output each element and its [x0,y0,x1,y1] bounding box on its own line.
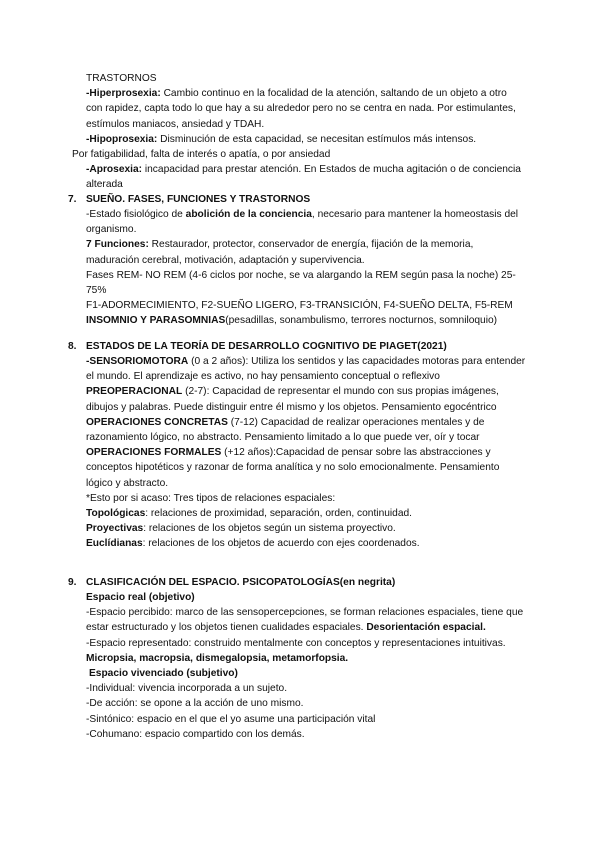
section-7-body [86,207,526,329]
individual-line: -Individual: vivencia incorporada a un sujeto. [86,683,288,695]
proyectivas-label: Proyectivas [86,523,144,535]
hiperprosexia-paragraph [86,86,526,132]
hipoprosexia-paragraph [86,132,526,147]
cohumano-line: -Cohumano: espacio compartido con los demás. [86,728,305,740]
section-7-title: SUEÑO. FASES, FUNCIONES Y TRASTORNOS [86,194,311,205]
section-9-heading [68,575,528,590]
hiperprosexia-text: Cambio continuo en la focalidad de la atención, saltando de un objeto a otro con rapidez, capta todo lo que hay a su alrededor pero no se centra en nada. Por estimulantes, estímulos maniacos, ansiedad y TDAH. [86,88,516,130]
sueno-definition-bold: abolición de la conciencia [185,209,312,220]
formales-label: OPERACIONES FORMALES [86,447,222,459]
formales-paragraph [86,445,526,491]
espacio-vivenciado-heading: Espacio vivenciado (subjetivo) [89,668,238,680]
espacio-representado [86,636,526,666]
insomnio-text: (pesadillas, sonambulismo, terrores nocturnos, somniloquio) [225,315,498,327]
trastornos-block [72,71,526,193]
funciones-label: 7 Funciones: [86,239,149,251]
section-7-heading [68,192,528,207]
section-8-heading [68,339,528,354]
percibido-bold: Desorientación espacial. [366,622,486,634]
hiperprosexia-label: -Hiperprosexia: [86,88,161,100]
concretas-label: OPERACIONES CONCRETAS [86,416,228,428]
proyectivas-text: : relaciones de los objetos según un sistema proyectivo. [143,523,396,535]
sueno-definition-a: -Estado fisiológico de [86,209,186,220]
sueno-fases: Fases REM- NO REM (4-6 ciclos por noche, se va alargando la REM según pasa la noche) 25-75% [86,269,516,297]
section-9-number: 9. [68,577,77,588]
section-9-body [86,590,526,742]
concretas-paragraph [86,415,526,445]
hipoprosexia-label: -Hipoprosexia: [86,133,158,145]
topologicas-line [86,506,526,521]
espacio-percibido [86,605,526,635]
representado-text: -Espacio representado: construido mentalmente con conceptos y representaciones intuitivas. [86,637,506,649]
concretas-text: (7-12) Capacidad de realizar operaciones mentales y de razonamiento lógico, no abstracto. Pensamiento limitado a lo que puede ver, oír y tocar [86,416,485,444]
insomnio-line [86,313,526,328]
sensoriomotora-text: (0 a 2 años): Utiliza los sentidos y las capacidades motoras para entender el mundo. El aprendizaje es activo, no hay pensamiento conceptual o reflexivo [86,356,526,383]
sensoriomotora-label: -SENSORIOMOTORA [86,356,189,367]
representado-bold: Micropsia, macropsia, dismegalopsia, metamorfopsia. [86,652,349,664]
aprosexia-label: -Aprosexia: [86,164,143,176]
sueno-funciones [86,237,526,267]
euclidianas-label: Euclídianas [86,538,143,550]
sueno-definition [86,207,526,237]
section-8-title: ESTADOS DE LA TEORÍA DE DESARROLLO COGNITIVO DE PIAGET(2021) [86,341,447,352]
section-9-title: CLASIFICACIÓN DEL ESPACIO. PSICOPATOLOGÍAS(en negrita) [86,577,396,588]
sueno-fases-list: F1-ADORMECIMIENTO, F2-SUEÑO LIGERO, F3-TRANSICIÓN, F4-SUEÑO DELTA, F5-REM [86,300,513,312]
trastornos-heading: TRASTORNOS [86,73,157,84]
sintonico-line: -Sintónico: espacio en el que el yo asume una participación vital [86,713,376,725]
hipoprosexia-continuation: Por fatigabilidad, falta de interés o apatía, o por ansiedad [72,149,331,161]
formales-text: (+12 años):Capacidad de pensar sobre las abstracciones y conceptos hipotéticos y razonar de forma analítica y no solo emocionalmente. Pensamiento lógico y abstracto. [86,447,500,489]
hipoprosexia-text: Disminución de esta capacidad, se necesitan estímulos más intensos. [157,133,477,145]
topologicas-text: : relaciones de proximidad, separación, orden, continuidad. [145,508,412,520]
section-8-number: 8. [68,341,77,352]
percibido-text: -Espacio percibido: marco de las sensopercepciones, se forman relaciones espaciales, tiene que estar estructurado y los objetos tienen cualidades espaciales. [86,607,524,634]
euclidianas-line [86,536,526,551]
topologicas-label: Topológicas [86,508,146,520]
esto-line: *Esto por si acaso: Tres tipos de relaciones espaciales: [86,492,336,504]
preoperacional-text: (2-7): Capacidad de representar el mundo con sus propias imágenes, dibujos y palabras. Puede distinguir entre él mismo y los objetos. Pensamiento egocéntrico [86,386,499,413]
section-7-number: 7. [68,194,77,205]
preoperacional-paragraph [86,384,526,414]
aprosexia-paragraph [86,162,526,192]
accion-line: -De acción: se opone a la acción de uno mismo. [86,698,304,710]
section-8-body [86,354,526,552]
proyectivas-line [86,521,526,536]
sueno-definition-c: , necesario para mantener la homeostasis del organismo. [86,209,519,236]
espacio-real-heading: Espacio real (objetivo) [86,592,195,603]
insomnio-label: INSOMNIO Y PARASOMNIAS [86,315,226,327]
funciones-text: Restaurador, protector, conservador de energía, fijación de la memoria, maduración cerebral, motivación, adaptación y supervivencia. [86,239,474,266]
sensoriomotora-paragraph [86,354,526,384]
aprosexia-text: incapacidad para prestar atención. En Estados de mucha agitación o de conciencia alterada [86,164,521,191]
preoperacional-label: PREOPERACIONAL [86,386,183,398]
euclidianas-text: : relaciones de los objetos de acuerdo con ejes coordenados. [142,538,420,550]
